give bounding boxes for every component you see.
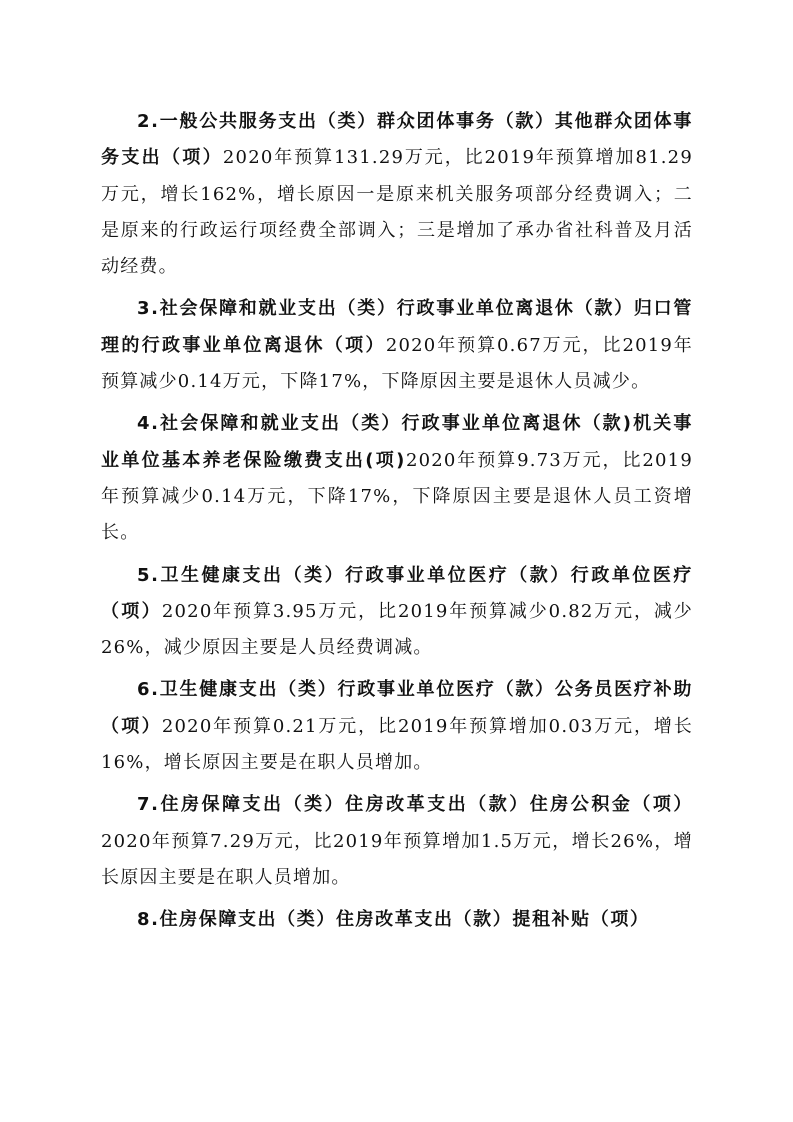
document-body xyxy=(101,104,693,945)
paragraph-body: 2020年预算131.29万元，比2019年预算增加81.29万元，增长162%，增长原因一是原来机关服务项部分经费调入；二是原来的行政运行项经费全部调入；三是增加了承办省社科普及月活动经费。 xyxy=(101,147,693,278)
paragraph-lead: 5.卫生健康支出（类）行政事业单位医疗（款）行政单位医疗（项） xyxy=(101,564,693,622)
paragraph-lead: 6.卫生健康支出（类）行政事业单位医疗（款）公务员医疗补助（项） xyxy=(101,679,693,737)
paragraph-item-7 xyxy=(101,787,693,896)
paragraph-lead: 4.社会保障和就业支出（类）行政事业单位离退休（款)机关事业单位基本养老保险缴费支出(项) xyxy=(101,413,693,471)
paragraph-body: 2020年预算0.21万元，比2019年预算增加0.03万元，增长16%，增长原因主要是在职人员增加。 xyxy=(101,715,693,774)
paragraph-lead: 8.住房保障支出（类）住房改革支出（款）提租补贴（项） xyxy=(137,909,650,931)
paragraph-item-3 xyxy=(101,291,693,400)
paragraph-item-8 xyxy=(101,902,693,938)
paragraph-item-5 xyxy=(101,558,693,667)
paragraph-item-6 xyxy=(101,672,693,781)
paragraph-body: 2020年预算7.29万元，比2019年预算增加1.5万元，增长26%，增长原因主要是在职人员增加。 xyxy=(101,830,693,888)
paragraph-item-2 xyxy=(101,104,693,285)
paragraph-lead: 2.一般公共服务支出（类）群众团体事务（款）其他群众团体事务支出（项） xyxy=(101,111,693,169)
paragraph-lead: 3.社会保障和就业支出（类）行政事业单位离退休（款）归口管理的行政事业单位离退休（项） xyxy=(101,298,693,356)
paragraph-item-4 xyxy=(101,406,693,551)
paragraph-lead: 7.住房保障支出（类）住房改革支出（款）住房公积金（项） xyxy=(137,794,693,816)
paragraph-body: 2020年预算9.73万元，比2019年预算减少0.14万元，下降17%，下降原因主要是退休人员工资增长。 xyxy=(101,449,693,544)
paragraph-body: 2020年预算0.67万元，比2019年预算减少0.14万元，下降17%，下降原因主要是退休人员减少。 xyxy=(101,334,693,393)
paragraph-body: 2020年预算3.95万元，比2019年预算减少0.82万元，减少26%，减少原因主要是人员经费调减。 xyxy=(101,600,693,659)
